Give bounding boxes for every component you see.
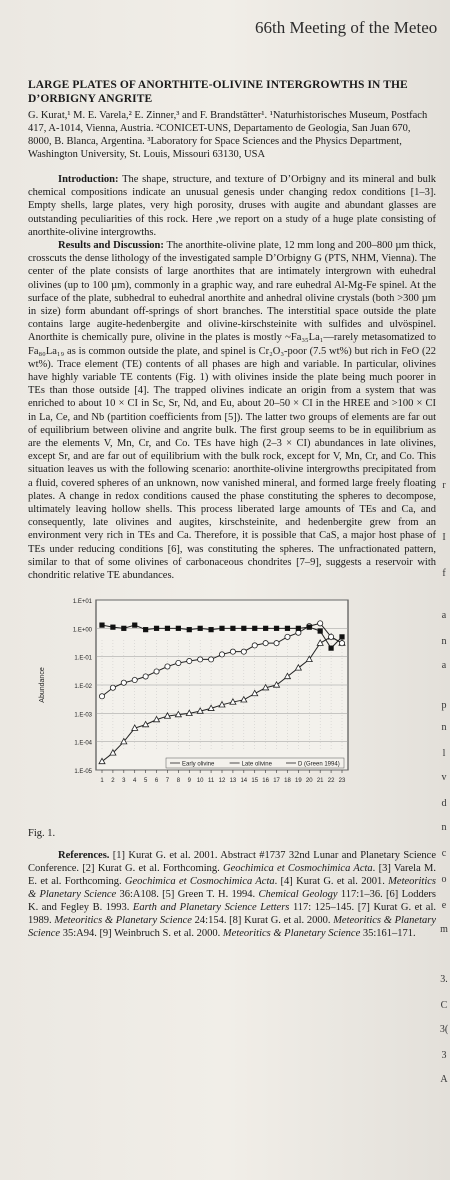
edge-glyph: p [441,700,447,711]
edge-glyph: 3 [441,1050,447,1061]
legend-label: Late olivine [241,761,272,768]
y-tick-label: 1.E+00 [72,627,92,634]
edge-glyph: f [442,568,446,579]
data-point [263,641,268,646]
data-point [154,626,159,631]
x-tick-label: 19 [295,778,302,785]
data-point [241,626,246,631]
data-point [187,659,192,664]
x-tick-label: 12 [218,778,226,785]
x-tick-label: 8 [176,778,181,785]
data-point [219,652,224,657]
x-tick-label: 4 [133,778,137,785]
data-point [208,657,213,662]
x-tick-label: 14 [240,778,248,785]
data-point [187,627,192,632]
x-tick-label: 1 [100,778,104,785]
edge-glyph: o [441,874,447,885]
y-tick-label: 1.E+01 [72,599,92,606]
data-point [176,661,181,666]
data-point [198,626,203,631]
x-tick-label: 17 [273,778,280,785]
x-tick-label: 3 [122,778,126,785]
edge-glyph: I [442,532,446,543]
figure-1-chart [30,592,360,822]
x-tick-label: 23 [338,778,346,785]
edge-glyph: n [441,822,447,833]
edge-glyph: v [441,772,447,783]
x-tick-label: 13 [229,778,237,785]
legend-label: Early olivine [182,761,215,768]
data-point [328,646,333,651]
y-tick-label: 1.E-05 [74,769,92,776]
data-point [252,643,257,648]
trace-element-chart [30,592,360,822]
y-tick-label: 1.E-01 [74,655,92,662]
data-point [99,623,104,628]
data-point [154,669,159,674]
running-head: 66th Meeting of the Meteo [255,18,438,37]
x-tick-label: 20 [305,778,313,785]
authors-affiliations: G. Kurat,¹ M. E. Varela,² E. Zinner,³ and F. Brandstätter¹. ¹Naturhistorisches Museum, Postfach 417, A-1014, Vienna, Austria. ²CONICET-UNS, Departamento de Geologia, San Juan 670, 8000, B. Blanca, Argentina. ³Laboratory for Space Sciences and the Physics Department, Washington University, St. Louis, Missouri 63130, USA [28,110,428,160]
edge-glyph: A [440,1074,448,1085]
data-point [110,625,115,630]
x-tick-label: 7 [165,778,170,785]
references-paragraph [28,849,436,940]
edge-glyph: n [441,636,447,647]
data-point [132,623,137,628]
data-point [121,680,126,685]
edge-glyph: r [442,480,446,491]
paper-title: LARGE PLATES OF ANORTHITE-OLIVINE INTERGROWTHS IN THE D’ORBIGNY ANGRITE [28,79,408,105]
x-tick-label: 15 [251,778,259,785]
data-point [274,626,279,631]
figure-caption: Fig. 1. [28,828,56,840]
edge-glyph: d [441,798,447,809]
x-tick-label: 21 [316,778,324,785]
edge-glyph: 3( [439,1024,449,1035]
x-tick-label: 16 [262,778,269,785]
references-text: [1] Kurat G. et al. 2001. Abstract #1737 32nd Lunar and Planetary Science Conference. [2] Kurat G. et al. Forthcoming. Geochimica et Cosmochimica Acta. [3] Varela M. E. et al. Forthcoming. Geochimica et Cosmochimica Acta. [4] Kurat G. et al. 2001. Meteoritics & Planetary Science 36:A108. [5] Green T. H. 1994. Chemical Geology 117:1–36. [6] Lodders K. and Fegley B. 1993. Earth and Planetary Science Letters 117: 125–145. [7] Kurat G. et al. 1989. Meteoritics & Planetary Science 24:154. [8] Kurat G. et al. 2000. Meteoritics & Planetary Science 35:A94. [9] Weinbruch S. et al. 2000. Meteoritics & Planetary Science 35:161–171. [28,850,437,940]
introduction-text: The shape, structure, and texture of D’Orbigny and its mineral and bulk chemical compositions indicate an unusual genesis under changing redox conditions [1–3]. Empty shells, large plates, very high porosity, druses with augite and abundant glasses are outstanding peculiarities of this rock. Here ,we report on a study of a huge plate consisting of anorthite-olivine intergrowths. [28,174,436,238]
x-tick-label: 6 [154,778,159,785]
abstract-column [28,78,436,940]
edge-glyph: n [441,722,447,733]
x-tick-label: 10 [196,778,204,785]
data-point [339,641,344,646]
data-point [263,626,268,631]
x-tick-label: 5 [143,778,148,785]
edge-glyph: a [441,660,447,671]
data-point [318,629,323,634]
data-point [307,625,312,630]
introduction-paragraph [28,173,436,239]
edge-glyph: a [441,610,447,621]
results-paragraph [28,239,436,582]
data-point [99,694,104,699]
data-point [252,626,257,631]
data-point [296,626,301,631]
data-point [318,621,323,626]
results-text: The anorthite-olivine plate, 12 mm long and 200–800 µm thick, crosscuts the dense lithology of the investigated sample D’Orbigny G (PTS, NHM, Vienna). The center of the plate consists of large anorthites that are intimately intergrown with euhedral olivines (up to 100 µm), commonly in a graphic way, and rare euhedral Al-Mg-Fe spinel. At the surface of the plate, subhedral to euhedral anorthite and anhedral olivine crystals (both >300 µm in size) form abundant off-springs of short branches. The interstitial space outside the plate contains large augite-hedenbergite and olivine-kirschsteinite with sulfides and ulvöspinel. Anorthite is chemically pure, olivine in the plates is mostly ~Fa₃₅La₁—rarely metasomatized to Fa₈₀La₁₉ as is common outside the plate, and spinel is Cr₂O₃-poor (7.5 wt%) but rich in FeO (22 wt%). Trace element (TE) contents of all phases are high and variable. In particular, olivines have highly variable TE contents (Fig. 1) with olivines inside the plate being much poorer in TEs than those outside [4]. The trapped olivines indicate an origin from a system that was enriched to about 10 × CI in Sc, Sr, Nd, and Eu, about 20–50 × CI in the HREE and >100 × CI in La, Ce, and Nb (partition coefficients from [5]). The latter two groups of elements are far out of equilibrium between olivine and angrite bulk. The first group seems to be in equilibrium as are the elements V, Mn, Cr, and Co. TEs have high (2–3 × CI) abundances in late olivines, except Sr, and are far out of equilibrium with the bulk rock, except for V, Mn, Cr, and Co. This situation leaves us with the following scenario: anorthite-olivine intergrowths precipitated from a fluid, covered spheres of an unknown, now vanished mineral, and formed large freely floating plates. A change in redox conditions caused the phase constituting the spheres to decompose, ultimately leaving hollow shells. This process liberated large amounts of TEs and Ca, and consequently, late olivines and augites, kirschsteinite, and hedenbergite grew from an environment very rich in TEs and Ca. Therefore, it is possible that CaS, a major host phase of TEs under reducing conditions [6], was constituting the spheres. The unfractionated pattern, similar to that of some olivines of carbonaceous chondrites [7–9], suggests a reservoir with chondritic relative TE abundances. [28,240,436,582]
x-tick-label: 18 [284,778,291,785]
data-point [165,664,170,669]
data-point [230,626,235,631]
data-point [143,627,148,632]
x-tick-label: 22 [327,778,335,785]
data-point [132,678,137,683]
data-point [328,635,333,640]
edge-glyph: l [442,748,446,759]
x-tick-label: 11 [207,778,215,785]
data-point [241,649,246,654]
introduction-heading: Introduction: [58,174,119,185]
data-point [230,649,235,654]
data-point [219,626,224,631]
edge-glyph: e [441,900,447,911]
data-point [274,641,279,646]
legend-label: D (Green 1994) [298,761,340,768]
data-point [285,635,290,640]
y-tick-label: 1.E-02 [74,684,92,691]
data-point [165,626,170,631]
y-tick-label: 1.E-03 [74,712,92,719]
x-tick-label: 9 [187,778,191,785]
x-tick-label: 2 [111,778,115,785]
edge-glyph: m [440,924,448,935]
edge-glyph: 3. [440,974,448,985]
y-tick-label: 1.E-04 [74,740,92,747]
y-axis-label: Abundance [39,667,46,704]
data-point [110,685,115,690]
edge-glyph: c [441,848,447,859]
data-point [143,674,148,679]
references-heading: References. [58,850,110,862]
data-point [121,626,126,631]
data-point [198,657,203,662]
edge-glyph: C [440,1000,448,1011]
data-point [176,626,181,631]
data-point [285,626,290,631]
results-heading: Results and Discussion: [58,240,164,252]
data-point [339,635,344,640]
data-point [208,627,213,632]
